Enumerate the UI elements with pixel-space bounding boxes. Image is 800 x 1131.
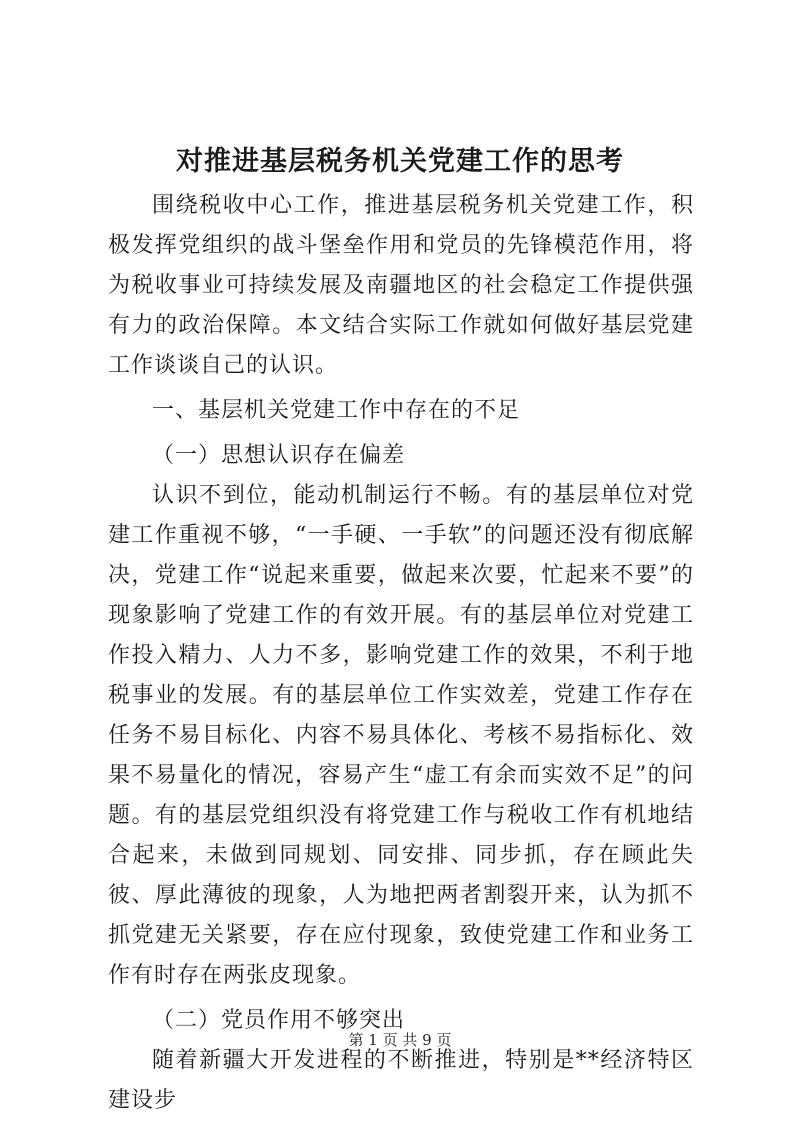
intro-paragraph: 围绕税收中心工作，推进基层税务机关党建工作，积极发挥党组织的战斗堡垒作用和党员的先锋模范作用，将为税收事业可持续发展及南疆地区的社会稳定工作提供强有力的政治保障。本文结合实际工作就如何做好基层党建工作谈谈自己的认识。 [108,193,694,378]
subsection-heading-1: （一）思想认识存在偏差 [152,443,406,468]
section-heading-1: 一、基层机关党建工作中存在的不足 [152,398,521,423]
subsection-heading-2: （二）党员作用不够突出 [152,1008,406,1033]
body-paragraph-2: 随着新疆大开发进程的不断推进，特别是**经济特区建设步 [108,1048,694,1113]
page-number-footer: 第 1 页 共 9 页 [348,1031,452,1049]
document-body [108,186,694,1121]
document-title: 对推进基层税务机关党建工作的思考 [176,146,624,177]
body-paragraph-1: 认识不到位，能动机制运行不畅。有的基层单位对党建工作重视不够，“一手硬、一手软”的问题还没有彻底解决，党建工作“说起来重要，做起来次要，忙起来不要”的现象影响了党建工作的有效开展。有的基层单位对党建工作投入精力、人力不多，影响党建工作的效果，不利于地税事业的发展。有的基层单位工作实效差，党建工作存在任务不易目标化、内容不易具体化、考核不易指标化、效果不易量化的情况，容易产生“虚工有余而实效不足”的问题。有的基层党组织没有将党建工作与税收工作有机地结合起来，未做到同规划、同安排、同步抓，存在顾此失彼、厚此薄彼的现象，人为地把两者割裂开来，认为抓不抓党建无关紧要，存在应付现象，致使党建工作和业务工作有时存在两张皮现象。 [108,483,694,988]
